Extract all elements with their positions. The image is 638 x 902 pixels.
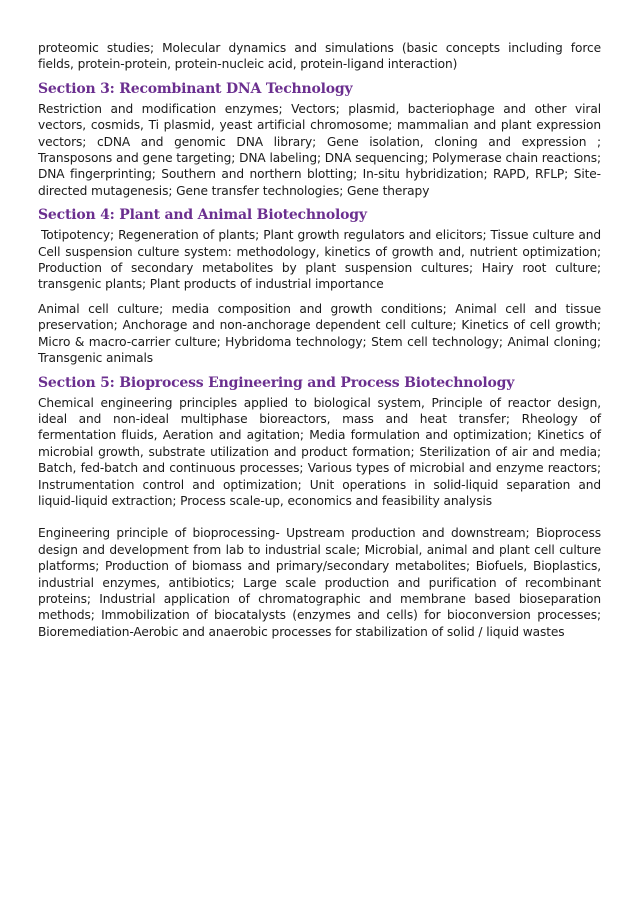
- document-page: [38, 40, 601, 640]
- section-5-heading: Section 5: Bioprocess Engineering and Process Biotechnology: [38, 374, 515, 391]
- section-5-paragraph-1: Chemical engineering principles applied to biological system, Principle of reactor design, ideal and non-ideal multiphase bioreactors, mass and heat transfer; Rheology of fermentation fluids, Aeration and agitation; Media formulation and optimization; Kinetics of microbial growth, substrate utilization and product formation; Sterilization of air and media; Batch, fed-batch and continuous processes; Various types of microbial and enzyme reactors; Instrumentation control and optimization; Unit operations in solid-liquid separation and liquid-liquid extraction; Process scale-up, economics and feasibility analysis: [38, 395, 601, 508]
- section-4-heading: Section 4: Plant and Animal Biotechnology: [38, 207, 367, 224]
- section-3-paragraph: Restriction and modification enzymes; Vectors; plasmid, bacteriophage and other viral vectors, cosmids, Ti plasmid, yeast artificial chromosome; mammalian and plant expression vectors; cDNA and genomic DNA library; Gene isolation, cloning and expression ; Transposons and gene targeting; DNA labeling; DNA sequencing; Polymerase chain reactions; DNA fingerprinting; Southern and northern blotting; In-situ hybridization; RAPD, RFLP; Site-directed mutagenesis; Gene transfer technologies; Gene therapy: [38, 101, 601, 198]
- intro-paragraph: proteomic studies; Molecular dynamics and simulations (basic concepts including force fields, protein-protein, protein-nucleic acid, protein-ligand interaction): [38, 41, 601, 72]
- section-3-heading: Section 3: Recombinant DNA Technology: [38, 80, 353, 97]
- section-5-paragraph-2: Engineering principle of bioprocessing- Upstream production and downstream; Bioprocess design and development from lab to industrial scale; Microbial, animal and plant cell culture platforms; Production of biomass and primary/secondary metabolites; Biofuels, Bioplastics, industrial enzymes, antibiotics; Large scale production and purification of recombinant proteins; Industrial application of chromatographic and membrane based bioseparation methods; Immobilization of biocatalysts (enzymes and cells) for bioconversion processes; Bioremediation-Aerobic and anaerobic processes for stabilization of solid / liquid wastes: [38, 526, 601, 639]
- section-4-paragraph-2: Animal cell culture; media composition and growth conditions; Animal cell and tissue preservation; Anchorage and non-anchorage dependent cell culture; Kinetics of cell growth; Micro & macro-carrier culture; Hybridoma technology; Stem cell technology; Animal cloning; Transgenic animals: [38, 301, 601, 366]
- section-4-paragraph-1: Totipotency; Regeneration of plants; Plant growth regulators and elicitors; Tissue culture and Cell suspension culture system: methodology, kinetics of growth and, nutrient optimization; Production of secondary metabolites by plant suspension cultures; Hairy root culture; transgenic plants; Plant products of industrial importance: [38, 228, 601, 292]
